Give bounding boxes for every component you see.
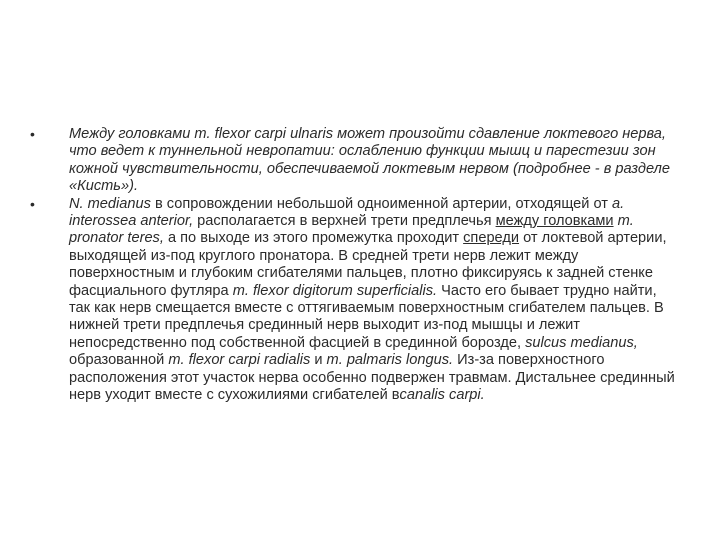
bullet-item-median-nerve xyxy=(30,196,680,405)
median-text-segment: образованной xyxy=(69,352,169,369)
flexor-carpi-radialis-term: m. flexor carpi radialis xyxy=(168,352,311,369)
bullet-item-ulnar-compression xyxy=(30,126,680,196)
bullet-dot: • xyxy=(30,195,35,212)
anterior-underlined: спереди xyxy=(463,230,520,247)
sulcus-medianus-term: sulcus medianus, xyxy=(525,334,638,351)
flexor-digitorum-term: m. flexor digitorum superficialis. xyxy=(232,282,438,299)
interossea-term: a. interossea anterior, xyxy=(69,195,625,230)
median-text-segment: а по выходе из этого промежутка проходит xyxy=(163,230,464,247)
bullet-dot: • xyxy=(30,126,35,142)
median-text-segment: в сопровождении небольшой одноименной артерии, отходящей от xyxy=(150,195,613,212)
pronator-teres-term: m. pronator teres, xyxy=(69,213,634,247)
median-text-segment: Из-за поверхностного расположения этот участок нерва особенно подвержен травмам. Дистальнее срединный нерв уходит вместе с сухожилиями сгибателей в xyxy=(69,352,675,404)
median-text-segment: Часто его бывает трудно найти, так как нерв смещается вместе с оттягиваемым поверхностным сгибателем пальцев. В нижней трети предплечья срединный нерв выходит из-под мышцы и лежит непосредственно под собственной фасцией в срединной борозде, xyxy=(69,282,664,351)
bullet-list xyxy=(30,126,680,405)
median-text-segment: располагается в верхней трети предплечья xyxy=(193,213,496,230)
median-nerve-term: N. medianus xyxy=(69,195,151,212)
canalis-carpi-term: canalis carpi. xyxy=(399,387,485,404)
palmaris-longus-term: m. palmaris longus. xyxy=(326,352,454,369)
between-heads-underlined: между головками xyxy=(495,213,614,230)
ulnar-compression-text: Между головками m. flexor carpi ulnaris может произойти сдавление локтевого нерва, что ведет к туннельной невропатии: ослаблению функции мышц и парестезии зон кожной чувствительности, обеспечиваемой локтевым нервом (подробнее - в разделе «Кисть»). xyxy=(69,126,670,195)
median-text-segment: от локтевой артерии, выходящей из-под круглого пронатора. В средней трети нерв лежит между поверхностным и глубоким сгибателями пальцев, плотно фиксируясь к задней стенке фасциального футляра xyxy=(69,230,667,299)
median-text-segment: и xyxy=(310,352,327,369)
